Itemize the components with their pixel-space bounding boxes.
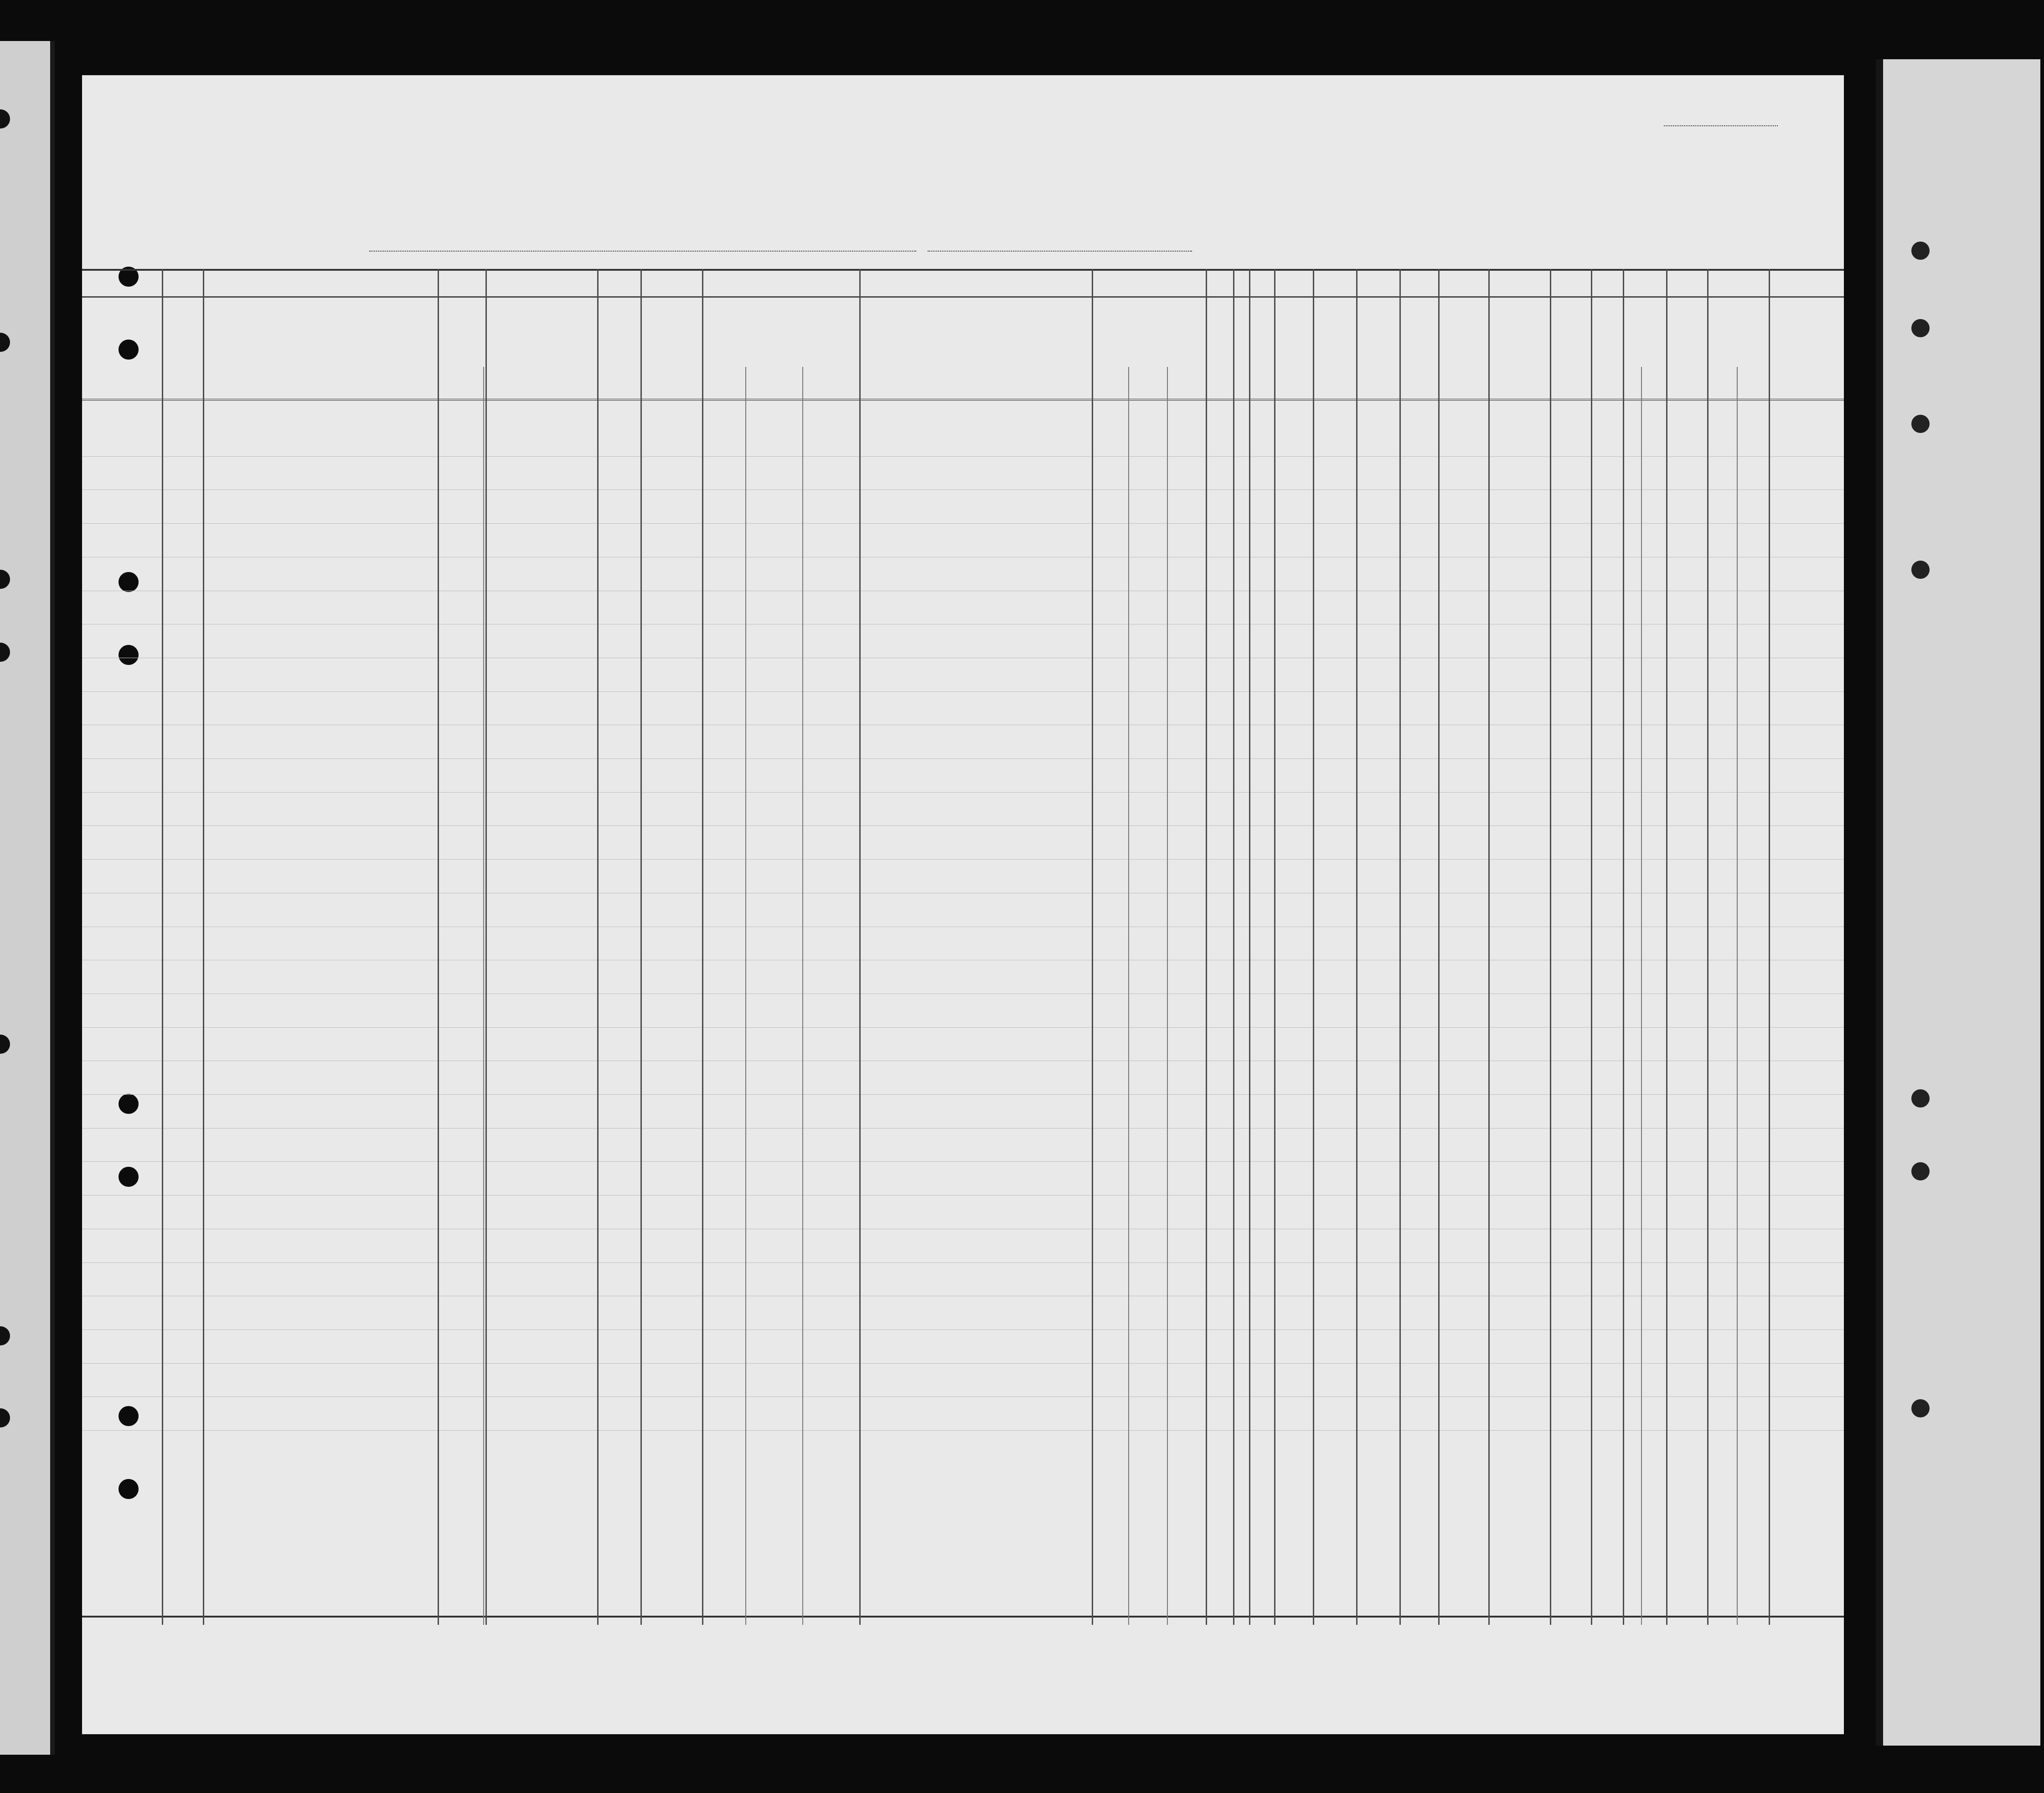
row-rule	[82, 825, 1844, 826]
table-bottom-rule	[82, 1616, 1844, 1618]
column-rule	[1666, 269, 1667, 1625]
column-header-24-sub_c	[1169, 312, 1203, 397]
column-header-29	[1314, 301, 1353, 397]
column-rule	[203, 269, 204, 1625]
column-rule	[1623, 269, 1624, 1625]
punch-hole	[0, 1326, 10, 1345]
sub-column-rule	[1167, 367, 1168, 1625]
punch-hole	[0, 109, 10, 129]
manifest-table	[82, 269, 1844, 1625]
row-rule	[82, 489, 1844, 490]
sub-column-rule	[1737, 367, 1738, 1625]
column-rule	[1707, 269, 1708, 1625]
row-rule	[82, 1161, 1844, 1162]
punch-hole	[0, 643, 10, 662]
sub-column-rule	[802, 367, 803, 1625]
row-rule	[82, 1363, 1844, 1364]
punch-hole	[0, 1035, 10, 1054]
punch-hole	[0, 570, 10, 589]
column-rule	[485, 269, 487, 1625]
column-rule	[1092, 269, 1093, 1625]
row-rule	[82, 523, 1844, 524]
column-header-25	[1207, 301, 1230, 397]
column-rule	[1591, 269, 1592, 1625]
column-rule	[1274, 269, 1275, 1625]
row-rule	[82, 1262, 1844, 1263]
row-rule	[82, 792, 1844, 793]
column-header-24-sub_b	[1130, 312, 1164, 397]
row-rule	[82, 1094, 1844, 1095]
column-header-31	[1401, 301, 1435, 397]
column-header-19	[599, 301, 638, 397]
port-line	[369, 251, 916, 252]
row-rule	[82, 456, 1844, 457]
row-rule	[82, 1396, 1844, 1397]
list-number-line	[1664, 125, 1778, 126]
column-rule	[1550, 269, 1551, 1625]
sub-column-rule	[1641, 367, 1642, 1625]
punch-hole	[1911, 1162, 1930, 1180]
punch-hole	[1911, 1089, 1930, 1108]
column-rule	[1356, 269, 1358, 1625]
column-rule	[702, 269, 703, 1625]
punch-hole	[1911, 1399, 1930, 1417]
header-rule	[82, 296, 1844, 298]
punch-hole	[1911, 319, 1930, 337]
sub-column-rule	[1128, 367, 1129, 1625]
column-header-30	[1358, 301, 1397, 397]
sub-column-rule	[745, 367, 746, 1625]
row-rule	[82, 1329, 1844, 1330]
punch-hole	[0, 333, 10, 352]
column-rule	[859, 269, 861, 1625]
column-rule	[438, 269, 439, 1625]
column-rule	[597, 269, 599, 1625]
row-rule	[82, 859, 1844, 860]
punch-hole	[0, 1408, 10, 1427]
column-header-26	[1234, 301, 1246, 397]
column-rule	[1206, 269, 1207, 1625]
column-rule	[640, 269, 642, 1625]
column-header-27	[1250, 301, 1271, 397]
manifest-page	[82, 75, 1844, 1734]
column-rule	[1399, 269, 1401, 1625]
column-header-28	[1275, 301, 1310, 397]
column-rule	[162, 269, 163, 1625]
column-rule	[1249, 269, 1250, 1625]
punch-hole	[1911, 415, 1930, 433]
row-rule	[82, 1430, 1844, 1431]
month-line	[928, 251, 1192, 252]
column-rule	[1233, 269, 1234, 1625]
column-header-34-feet	[1541, 376, 1559, 403]
row-rule	[82, 691, 1844, 692]
row-rule	[82, 1027, 1844, 1028]
column-header-21	[704, 301, 740, 397]
column-header-34-inches	[1564, 374, 1584, 406]
adjacent-page-edge	[0, 41, 55, 1755]
column-rule	[1438, 269, 1440, 1625]
sub-column-rule	[483, 367, 484, 1625]
column-rule	[1488, 269, 1490, 1625]
adjacent-page-edge	[1876, 59, 2040, 1746]
punch-hole	[1911, 242, 1930, 260]
column-header-24-sub_a	[1094, 312, 1125, 397]
table-top-rule	[82, 269, 1844, 271]
row-rule	[82, 758, 1844, 759]
column-rule	[1313, 269, 1314, 1625]
punch-hole	[1911, 561, 1930, 579]
column-rule	[1769, 269, 1770, 1625]
